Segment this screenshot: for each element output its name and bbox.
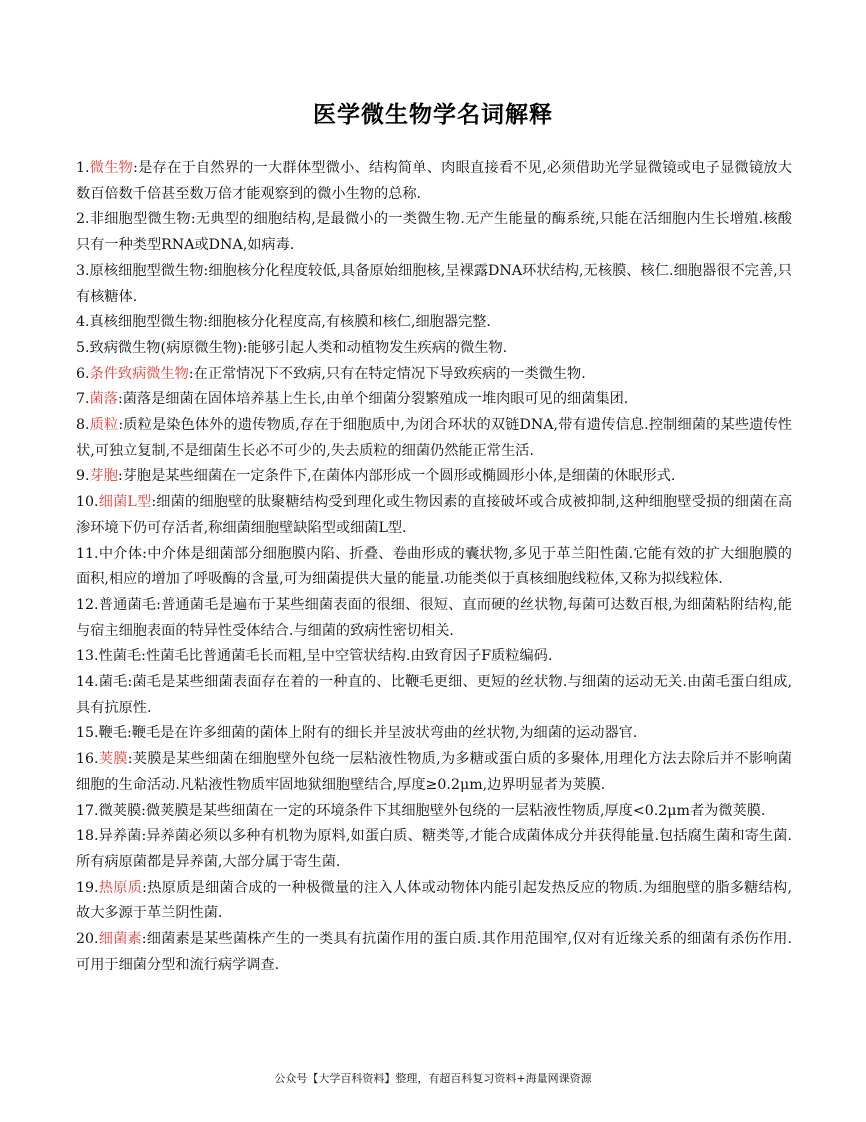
entry-separator: : xyxy=(141,802,146,819)
entry-separator: : xyxy=(141,931,147,948)
entry-term: 微生物 xyxy=(89,160,134,176)
entry-definition: 中介体是细菌部分细胞膜内陷、折叠、卷曲形成的囊状物,多见于革兰阳性菌.它能有效的扩大细胞膜的面积,相应的增加了呼吸酶的含量,可为细菌提供大量的能量.功能类似于真核细胞线粒体,又称为拟线粒体. xyxy=(76,545,792,588)
entry-separator: : xyxy=(203,314,208,331)
entry-number: 2. xyxy=(76,211,90,228)
entry-number: 8. xyxy=(76,417,90,434)
term-entry xyxy=(76,490,792,541)
entry-term: 菌落 xyxy=(89,391,118,408)
entry-number: 16. xyxy=(76,751,99,768)
entry-term: 原核细胞型微生物 xyxy=(89,262,204,279)
term-entry xyxy=(76,310,792,336)
entry-term: 普通菌毛 xyxy=(98,596,157,613)
entry-term: 菌毛 xyxy=(98,674,128,691)
entry-term: 中介体 xyxy=(98,545,143,562)
entry-number: 12. xyxy=(76,596,99,613)
term-entry xyxy=(76,824,792,875)
term-entry xyxy=(76,464,792,490)
entry-number: 15. xyxy=(76,725,99,742)
term-entry xyxy=(76,259,792,310)
term-entry xyxy=(76,207,792,258)
entry-number: 11. xyxy=(76,545,99,562)
entry-term: 异养菌 xyxy=(98,828,142,845)
entry-separator: : xyxy=(118,417,124,434)
entry-number: 17. xyxy=(76,802,99,819)
entry-term: 条件致病微生物 xyxy=(89,365,189,382)
footer-note: 公众号【大学百科资料】整理，有超百科复习资料+海量网课资源 xyxy=(274,1072,592,1085)
entry-separator: : xyxy=(127,674,133,691)
term-entry xyxy=(76,644,792,670)
entry-number: 10. xyxy=(76,494,99,511)
entry-definition: 普通菌毛是遍布于某些细菌表面的很细、很短、直而硬的丝状物,每菌可达数百根,为细菌粘附结构,能与宿主细胞表面的特异性受体结合.与细菌的致病性密切相关. xyxy=(76,596,792,639)
term-entry xyxy=(76,799,792,825)
entry-number: 20. xyxy=(76,931,99,948)
entry-number: 14. xyxy=(76,674,99,691)
term-entry xyxy=(76,362,792,388)
term-entry xyxy=(76,593,792,644)
entry-term: 微荚膜 xyxy=(98,802,142,819)
term-entry xyxy=(76,413,792,464)
entry-definition: 质粒是染色体外的遗传物质,存在于细胞质中,为闭合环状的双链DNA,带有遗传信息.控制细菌的某些遗传性状,可独立复制,不是细菌生长必不可少的,失去质粒的细菌仍然能正常生活. xyxy=(76,417,792,459)
entry-definition: 细胞核分化程度较低,具备原始细胞核,呈裸露DNA环状结构,无核膜、核仁.细胞器很不完善,只有核糖体. xyxy=(76,262,792,305)
entry-definition: 细菌素是某些菌株产生的一类具有抗菌作用的蛋白质.其作用范围窄,仅对有近缘关系的细菌有杀伤作用.可用于细菌分型和流行病学调查. xyxy=(76,931,792,973)
entry-definition: 微荚膜是某些细菌在一定的环境条件下其细胞壁外包绕的一层粘液性物质,厚度<0.2μm者为微荚膜. xyxy=(145,802,766,819)
entry-separator: : xyxy=(133,160,138,176)
entry-separator: : xyxy=(190,211,196,228)
entry-list xyxy=(76,156,792,979)
entry-term: 热原质 xyxy=(98,879,143,896)
entry-definition: 能够引起人类和动植物发生疾病的微生物. xyxy=(247,339,508,356)
entry-separator: : xyxy=(141,828,147,845)
entry-separator: : xyxy=(127,751,133,768)
entry-number: 19. xyxy=(76,879,99,896)
entry-number: 1. xyxy=(76,160,90,176)
term-entry xyxy=(76,387,792,413)
entry-separator: : xyxy=(117,391,123,408)
entry-separator: : xyxy=(142,879,147,896)
term-entry xyxy=(76,156,792,207)
entry-term: 细菌素 xyxy=(98,931,142,948)
term-entry xyxy=(76,721,792,747)
entry-number: 5. xyxy=(76,339,90,356)
entry-definition: 热原质是细菌合成的一种极微量的注入人体或动物体内能引起发热反应的物质.为细胞壁的脂多糖结构,故大多源于革兰阴性菌. xyxy=(76,879,792,922)
entry-separator: : xyxy=(203,262,209,279)
entry-term: 芽胞 xyxy=(89,468,118,485)
entry-number: 18. xyxy=(76,828,99,845)
entry-term: 性菌毛 xyxy=(98,648,142,665)
entry-separator: : xyxy=(141,648,146,665)
entry-term: 细菌L型 xyxy=(98,494,152,511)
entry-number: 3. xyxy=(76,262,90,279)
entry-term: 荚膜 xyxy=(98,751,128,768)
term-entry xyxy=(76,747,792,798)
entry-definition: 菌毛是某些细菌表面存在着的一种直的、比鞭毛更细、更短的丝状物.与细菌的运动无关.由菌毛蛋白组成,具有抗原性. xyxy=(76,674,792,716)
entry-definition: 鞭毛是在许多细菌的菌体上附有的细长并呈波状弯曲的丝状物,为细菌的运动器官. xyxy=(131,725,638,742)
entry-definition: 细胞核分化程度高,有核膜和核仁,细胞器完整. xyxy=(207,314,491,331)
entry-number: 13. xyxy=(76,648,99,665)
entry-separator: : xyxy=(142,545,147,562)
entry-definition: 性菌毛比普通菌毛长而粗,呈中空管状结构.由致育因子F质粒编码. xyxy=(145,648,553,665)
entry-term: 致病微生物(病原微生物) xyxy=(89,339,243,356)
entry-separator: : xyxy=(151,494,157,511)
entry-definition: 在正常情况下不致病,只有在特定情况下导致疾病的一类微生物. xyxy=(193,365,586,382)
entry-number: 6. xyxy=(76,365,90,382)
entry-term: 鞭毛 xyxy=(98,725,127,742)
entry-number: 9. xyxy=(76,468,90,485)
entry-separator: : xyxy=(126,725,132,742)
entry-definition: 无典型的细胞结构,是最微小的一类微生物.无产生能量的酶系统,只能在活细胞内生长增殖.核酸只有一种类型RNA或DNA,如病毒. xyxy=(76,211,792,254)
entry-separator: : xyxy=(156,596,161,613)
page-title: 医学微生物学名词解释 xyxy=(313,101,553,128)
entry-definition: 菌落是细菌在固体培养基上生长,由单个细菌分裂繁殖成一堆肉眼可见的细菌集团. xyxy=(122,391,629,408)
entry-definition: 芽胞是某些细菌在一定条件下,在菌体内部形成一个圆形或椭圆形小体,是细菌的休眠形式. xyxy=(122,468,676,485)
term-entry xyxy=(76,336,792,362)
term-entry xyxy=(76,876,792,927)
entry-term: 真核细胞型微生物 xyxy=(89,314,204,331)
entry-term: 质粒 xyxy=(89,417,119,434)
entry-definition: 是存在于自然界的一大群体型微小、结构简单、肉眼直接看不见,必须借助光学显微镜或电子显微镜放大数百倍数千倍甚至数万倍才能观察到的微小生物的总称. xyxy=(76,160,792,202)
entry-definition: 细菌的细胞壁的肽聚糖结构受到理化或生物因素的直接破坏或合成被抑制,这种细胞壁受损的细菌在高渗环境下仍可存活者,称细菌细胞壁缺陷型或细菌L型. xyxy=(76,494,793,536)
entry-separator: : xyxy=(117,468,123,485)
term-entry xyxy=(76,670,792,721)
entry-definition: 异养菌必须以多种有机物为原料,如蛋白质、糖类等,才能合成菌体成分并获得能量.包括腐生菌和寄生菌.所有病原菌都是异养菌,大部分属于寄生菌. xyxy=(76,828,792,870)
term-entry xyxy=(76,542,792,593)
entry-number: 4. xyxy=(76,314,90,331)
entry-definition: 荚膜是某些细菌在细胞壁外包绕一层粘液性物质,为多糖或蛋白质的多聚体,用理化方法去除后并不影响菌细胞的生命活动.凡粘液性物质牢固地狱细胞壁结合,厚度≥0.2μm,边界明显者为荚膜. xyxy=(76,751,792,793)
entry-number: 7. xyxy=(76,391,90,408)
entry-separator: : xyxy=(188,365,194,382)
entry-separator: : xyxy=(242,339,248,356)
entry-term: 非细胞型微生物 xyxy=(89,211,191,228)
term-entry xyxy=(76,927,792,978)
